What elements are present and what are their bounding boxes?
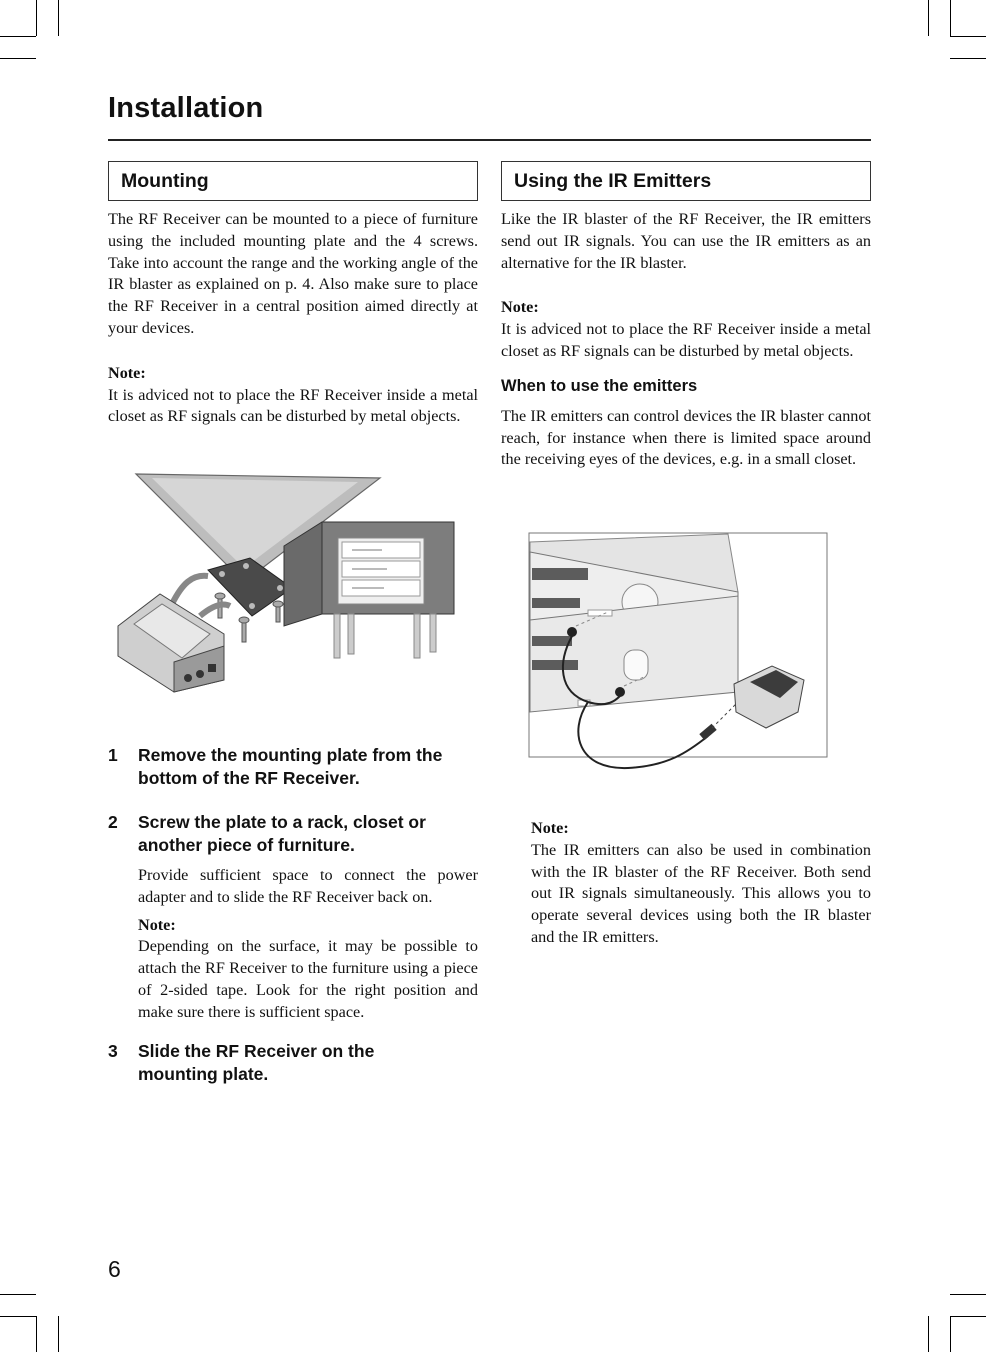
mounting-illustration — [112, 466, 462, 698]
crop-mark — [950, 1316, 951, 1352]
step-2 — [108, 811, 478, 1024]
mounting-column — [108, 161, 478, 428]
ir-note2 — [531, 818, 871, 949]
page-title: Installation — [108, 92, 264, 124]
ir-note-label: Note: — [501, 298, 539, 317]
step-2-note-label: Note: — [138, 915, 176, 934]
mounting-note-text: It is adviced not to place the RF Receiver inside a metal closet as RF signals can be disturbed by metal objects. — [108, 385, 478, 426]
ir-emitters-illustration — [528, 532, 830, 776]
step-3 — [108, 1040, 478, 1086]
crop-mark — [0, 58, 36, 59]
step-1 — [108, 744, 478, 790]
ir-emitters-column — [501, 161, 871, 471]
page-number: 6 — [108, 1256, 121, 1282]
crop-mark — [36, 0, 37, 36]
step-2-note-text: Depending on the surface, it may be possible to attach the RF Receiver to the furniture using a piece of 2-sided tape. Look for the right position and make sure there is sufficient space. — [138, 937, 478, 1021]
crop-mark — [58, 1316, 59, 1352]
ir-emitters-intro: Like the IR blaster of the RF Receiver, the IR emitters send out IR signals. You can use the IR emitters as an alternative for the IR blaster. — [501, 210, 871, 272]
crop-mark — [58, 0, 59, 36]
when-to-use-text: The IR emitters can control devices the IR blaster cannot reach, for instance when there is limited space around the receiving eyes of the devices, e.g. in a small closet. — [501, 406, 871, 469]
ir-note2-label: Note: — [531, 819, 569, 837]
mounting-steps — [108, 744, 478, 1086]
step-1-title: Remove the mounting plate from the bottom of the RF Receiver. — [138, 745, 443, 788]
step-3-number: 3 — [108, 1040, 118, 1061]
ir-note-text: It is adviced not to place the RF Receiver inside a metal closet as RF signals can be disturbed by metal objects. — [501, 320, 871, 360]
crop-mark — [928, 1316, 929, 1352]
crop-mark — [950, 1316, 986, 1317]
crop-mark — [950, 58, 986, 59]
step-2-number: 2 — [108, 812, 118, 832]
crop-mark — [0, 1294, 36, 1295]
mounting-note-label: Note: — [108, 363, 146, 382]
crop-mark — [928, 0, 929, 36]
crop-mark — [36, 1316, 37, 1352]
ir-note2-text: The IR emitters can also be used in combination with the IR blaster of the RF Receiver. Both send out IR signals simultaneously. This allows you to operate several devices using both the IR blaster and the IR emitters. — [531, 840, 871, 946]
crop-mark — [950, 36, 986, 37]
crop-mark — [950, 1294, 986, 1295]
crop-mark — [950, 0, 951, 36]
title-rule — [108, 139, 871, 141]
mounting-heading: Mounting — [108, 161, 478, 201]
when-to-use-heading: When to use the emitters — [501, 376, 698, 395]
ir-emitters-heading: Using the IR Emitters — [501, 161, 871, 201]
crop-mark — [0, 1316, 36, 1317]
step-3-title: Slide the RF Receiver on the mounting plate. — [138, 1040, 375, 1084]
step-1-number: 1 — [108, 745, 118, 765]
mounting-intro: The RF Receiver can be mounted to a piece of furniture using the included mounting plate and the 4 screws. Take into account the range and the working angle of the IR blaster as explained on p. 4. Also make sure to place the RF Receiver in a central position aimed directly at your devices. — [108, 210, 478, 337]
step-2-body: Provide sufficient space to connect the power adapter and to slide the RF Receiver back on. — [138, 866, 478, 906]
step-2-title: Screw the plate to a rack, closet or another piece of furniture. — [138, 812, 426, 855]
crop-mark — [0, 36, 36, 37]
